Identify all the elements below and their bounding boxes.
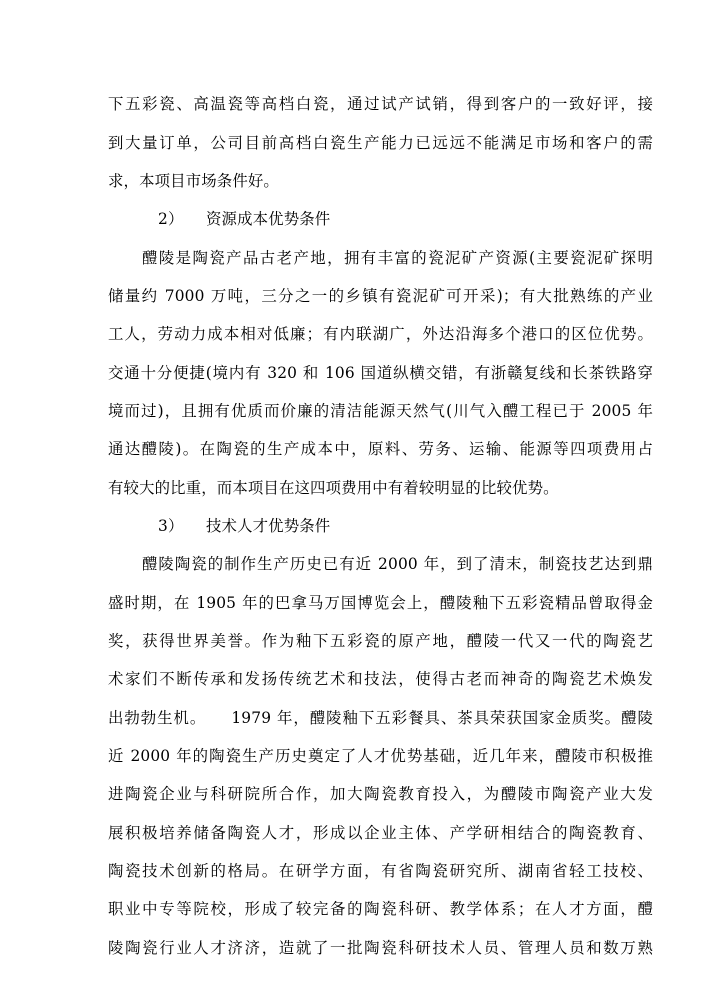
body-text-line: 求，本项目市场条件好。 <box>108 172 279 190</box>
body-text-line: 职业中专等院校，形成了较完备的陶瓷科研、教学体系；在人才方面，醴 <box>108 900 653 918</box>
body-text-line: 交通十分便捷(境内有 320 和 106 国道纵横交错，有浙赣复线和长茶铁路穿 <box>108 364 653 382</box>
body-text-line: 醴陵是陶瓷产品古老产地，拥有丰富的瓷泥矿产资源(主要瓷泥矿探明 <box>142 249 653 267</box>
body-text-line: 出勃勃生机。 1979 年，醴陵釉下五彩餐具、茶具荣获国家金质奖。醴陵 <box>108 709 653 727</box>
section-number: 3） <box>158 517 184 535</box>
section-heading-tech-talent <box>158 510 458 542</box>
body-text-line: 盛时期，在 1905 年的巴拿马万国博览会上，醴陵釉下五彩瓷精品曾取得金 <box>108 594 653 612</box>
section-number: 2） <box>158 210 184 228</box>
body-text-line: 工人，劳动力成本相对低廉；有内联湖广，外达沿海多个港口的区位优势。 <box>108 325 653 343</box>
body-text-line: 有较大的比重，而本项目在这四项费用中有着较明显的比较优势。 <box>108 479 559 497</box>
section-title: 资源成本优势条件 <box>206 210 331 228</box>
body-text-line: 醴陵陶瓷的制作生产历史已有近 2000 年，到了清末，制瓷技艺达到鼎 <box>142 555 653 573</box>
body-text-line: 通达醴陵)。在陶瓷的生产成本中，原料、劳务、运输、能源等四项费用占 <box>108 440 653 458</box>
body-text-line: 下五彩瓷、高温瓷等高档白瓷，通过试产试销，得到客户的一致好评，接 <box>108 95 653 113</box>
body-text-line: 近 2000 年的陶瓷生产历史奠定了人才优势基础，近几年来，醴陵市积极推 <box>108 747 653 765</box>
section-heading-resource-cost <box>158 203 458 235</box>
body-text-line: 奖，获得世界美誉。作为釉下五彩瓷的原产地，醴陵一代又一代的陶瓷艺 <box>108 632 653 650</box>
body-text-line: 储量约 7000 万吨，三分之一的乡镇有瓷泥矿可开采)；有大批熟练的产业 <box>108 287 653 305</box>
body-text-line: 陶瓷技术创新的格局。在研学方面，有省陶瓷研究所、湖南省轻工技校、 <box>108 862 653 880</box>
body-text-line: 到大量订单，公司目前高档白瓷生产能力已远远不能满足市场和客户的需 <box>108 134 653 152</box>
body-text-line: 陵陶瓷行业人才济济，造就了一批陶瓷科研技术人员、管理人员和数万熟 <box>108 939 653 957</box>
section-title: 技术人才优势条件 <box>206 517 331 535</box>
body-text-line: 术家们不断传承和发扬传统艺术和技法，使得古老而神奇的陶瓷艺术焕发 <box>108 670 653 688</box>
body-text-line: 境而过)，且拥有优质而价廉的清洁能源天然气(川气入醴工程已于 2005 年 <box>108 402 653 420</box>
body-text-line: 进陶瓷企业与科研院所合作，加大陶瓷教育投入，为醴陵市陶瓷产业大发 <box>108 785 653 803</box>
body-text-line: 展积极培养储备陶瓷人才，形成以企业主体、产学研相结合的陶瓷教育、 <box>108 824 653 842</box>
